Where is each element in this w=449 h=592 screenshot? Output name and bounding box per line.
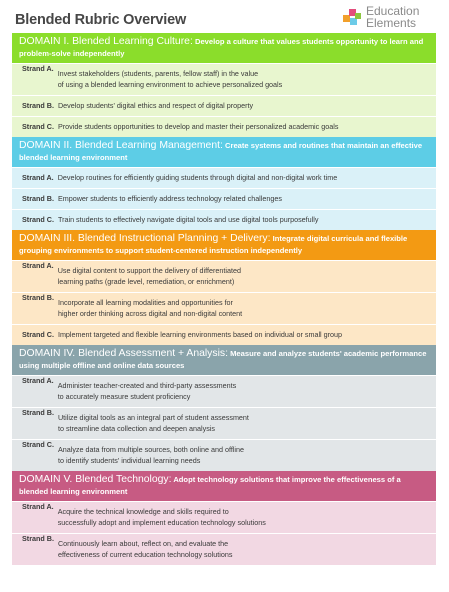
strand-row: [12, 116, 436, 137]
strand-text: Develop routines for efficiently guiding students through digital and non-digital work time: [57, 172, 338, 182]
strand-label: Strand C.: [22, 329, 54, 339]
strand-label: Strand C.: [22, 214, 54, 224]
strand-row: [12, 209, 436, 230]
domain-header: [12, 33, 436, 63]
domain-1: [12, 33, 436, 137]
logo-line-2: Elements: [366, 16, 417, 30]
education-elements-logo: [342, 4, 442, 30]
strand-label: Strand A.: [22, 261, 54, 270]
strand-text: Invest stakeholders (students, parents, fellow staff) in the value of using a blended learning environment to achieve personalized goals: [57, 69, 283, 89]
strand-text: Incorporate all learning modalities and opportunities for higher order thinking across digital and non-digital content: [57, 298, 243, 318]
rubric-table: [12, 33, 436, 565]
domain-3: [12, 230, 436, 345]
strand-row: [12, 407, 436, 439]
domain-5: [12, 471, 436, 565]
strand-text: Use digital content to support the delivery of differentiated learning paths (grade level, remediation, or enrichment): [57, 266, 241, 286]
strand-label: Strand C.: [22, 121, 54, 131]
domain-name: DOMAIN V. Blended Technology:: [19, 474, 172, 485]
domain-description: Develop a culture that values students opportunity to learn and problem-solve independently: [19, 37, 424, 58]
domain-name: DOMAIN II. Blended Learning Management:: [19, 140, 223, 151]
domain-header: [12, 230, 436, 260]
strand-row: [12, 375, 436, 407]
domain-description: Adopt technology solutions that improve the effectiveness of a blended learning environment: [19, 475, 401, 496]
strand-row: [12, 533, 436, 565]
domain-4: [12, 345, 436, 471]
domain-header: [12, 137, 436, 167]
strand-label: Strand A.: [22, 172, 54, 182]
strand-label: Strand A.: [22, 64, 54, 73]
strand-text: Administer teacher-created and third-party assessments to accurately measure student proficiency: [57, 381, 237, 401]
domain-2: [12, 137, 436, 230]
logo-text: [366, 5, 419, 29]
strand-row: [12, 95, 436, 116]
strand-text: Provide students opportunities to develop and master their personalized academic goals: [57, 121, 339, 131]
strand-text: Train students to effectively navigate digital tools and use digital tools purposefully: [57, 214, 319, 224]
logo-cubes-icon: [342, 6, 364, 28]
strand-text: Continuously learn about, reflect on, and evaluate the effectiveness of current education technology solutions: [57, 539, 233, 559]
domain-name: DOMAIN IV. Blended Assessment + Analysis:: [19, 348, 228, 359]
strand-text: Acquire the technical knowledge and skills required to successfully adopt and implement education technology solutions: [57, 507, 266, 527]
domain-description: Measure and analyze students' academic performance using multiple offline and online data sources: [19, 349, 427, 370]
logo-line-1: Education: [366, 4, 420, 18]
page-header: [0, 0, 449, 34]
strand-text: Implement targeted and flexible learning environments based on individual or small group: [57, 329, 343, 339]
domain-name: DOMAIN III. Blended Instructional Planning + Delivery:: [19, 233, 271, 244]
strand-row: [12, 260, 436, 292]
strand-text: Develop students' digital ethics and respect of digital property: [57, 100, 254, 110]
strand-text: Analyze data from multiple sources, both online and offline to identify students' individual learning needs: [57, 445, 245, 465]
strand-label: Strand B.: [22, 534, 54, 543]
strand-label: Strand C.: [22, 440, 54, 449]
strand-label: Strand B.: [22, 100, 54, 110]
domain-header: [12, 471, 436, 501]
strand-row: [12, 188, 436, 209]
strand-row: [12, 324, 436, 345]
strand-row: [12, 292, 436, 324]
strand-row: [12, 501, 436, 533]
strand-label: Strand A.: [22, 502, 54, 511]
strand-label: Strand B.: [22, 193, 54, 203]
strand-label: Strand B.: [22, 408, 54, 417]
domain-description: Create systems and routines that maintain an effective blended learning environment: [19, 141, 423, 162]
strand-text: Utilize digital tools as an integral part of student assessment to streamline data collection and deepen analysis: [57, 413, 249, 433]
strand-label: Strand A.: [22, 376, 54, 385]
strand-label: Strand B.: [22, 293, 54, 302]
strand-row: [12, 167, 436, 188]
strand-row: [12, 439, 436, 471]
domain-description: Integrate digital curricula and flexible grouping environments to support student-centered instruction independently: [19, 234, 408, 255]
strand-text: Empower students to efficiently address technology related challenges: [57, 193, 282, 203]
strand-row: [12, 63, 436, 95]
domain-header: [12, 345, 436, 375]
page-title: Blended Rubric Overview: [15, 12, 187, 28]
domain-name: DOMAIN I. Blended Learning Culture:: [19, 36, 193, 47]
